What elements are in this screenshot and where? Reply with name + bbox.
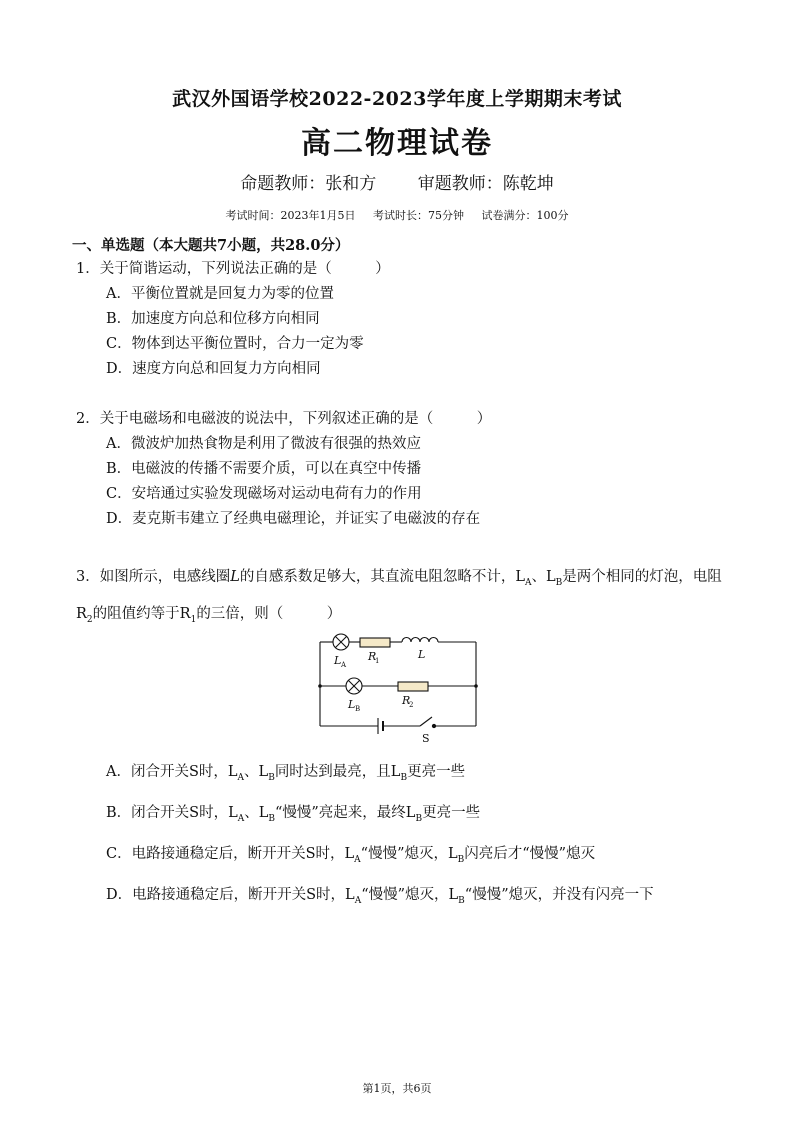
r1-subscript: 1 [375,657,380,665]
stem-text: 的自感系数足够大，其直流电阻忽略不计， [239,569,516,585]
subscript: B [458,895,465,906]
option-text: 、L [244,764,269,780]
exam-date: 考试时间：2023年1月5日 [225,209,356,222]
stem-text: 的三倍，则（ ） [196,605,342,622]
option-a: A．平衡位置就是回复力为零的位置 [106,286,334,302]
option-text: “慢慢”熄灭，L [361,887,459,903]
option-text: C．电路接通稳定后，断开开关S时，L [106,846,355,862]
question-stem [76,562,722,636]
exam-duration: 考试时长：75分钟 [373,209,464,222]
option-text: 更亮一些 [407,764,466,780]
subscript: A [237,772,245,783]
stem-text: 、 [531,569,547,585]
subscript: A [354,895,362,906]
page-number: 第1页，共6页 [362,1082,432,1095]
subscript: B [457,854,465,865]
stem-text: 3．如图所示，电感线圈 [76,569,231,585]
option-c [106,842,595,865]
exam-info-line [0,207,794,223]
subscript: B [400,772,408,783]
subscript: B [268,772,275,783]
question-3 [76,562,722,636]
option-b: B．加速度方向总和位移方向相同 [106,311,320,327]
resistor-symbol: R [179,605,191,622]
question-2 [76,407,491,532]
option-c: C．物体到达平衡位置时，合力一定为零 [106,336,364,352]
school-title: 武汉外国语学校2022-2023学年度上学期期末考试 [172,88,622,110]
question-stem: 2．关于电磁场和电磁波的说法中，下列叙述正确的是（ ） [76,411,492,427]
switch-label: S [422,732,430,744]
lamp-a-subscript: A [341,661,347,669]
option-text: “慢慢”熄灭，L [360,846,458,862]
option-b [106,801,480,824]
option-text: A．闭合开关S时，L [106,764,238,780]
option-a: A．微波炉加热食物是利用了微波有很强的热效应 [106,436,421,452]
setter-teacher: 命题教师：张和方 [240,174,377,194]
lamp-symbol: L [546,569,556,585]
subscript: A [354,854,361,865]
option-d: D．麦克斯韦建立了经典电磁理论，并证实了电磁波的存在 [106,511,481,527]
option-text: “慢慢”亮起来，最终L [274,805,416,821]
lamp-a-label: L [334,654,342,667]
option-c: C．安培通过实验发现磁场对运动电荷有力的作用 [106,486,422,502]
option-b: B．电磁波的传播不需要介质，可以在真空中传播 [106,461,422,477]
circuit-diagram [310,626,486,744]
option-a [106,760,465,783]
subscript: B [555,577,563,588]
question-stem: 1．关于简谐运动，下列说法正确的是（ ） [76,261,390,277]
option-text: “慢慢”熄灭，并没有闪亮一下 [464,887,654,903]
lamp-b-subscript: B [355,705,361,713]
r1-label: R [368,650,377,663]
stem-text: 是两个相同的灯泡，电阻 [562,569,722,585]
subscript: B [268,813,275,824]
inductor-label: L [418,648,426,661]
stem-text: 的阻值约等于 [92,605,180,622]
option-text: 闪亮后才“慢慢”熄灭 [464,846,596,862]
option-d [106,883,654,906]
section-title: 一、单选题（本大题共7小题，共28.0分） [72,237,350,254]
subscript: 1 [190,614,197,625]
full-score: 试卷满分：100分 [481,209,569,222]
option-text: 更亮一些 [422,805,481,821]
teachers-line [0,169,794,194]
subscript: 2 [86,614,93,625]
option-d: D．速度方向总和回复力方向相同 [106,361,321,377]
lamp-b-label: L [348,698,356,711]
question-1 [76,257,390,382]
inductor-symbol: L [230,569,240,585]
option-text: 、L [244,805,269,821]
subscript: A [525,577,532,588]
reviewer-teacher: 审题教师：陈乾坤 [417,174,554,194]
subscript: B [415,813,423,824]
resistor-symbol: R [76,605,87,622]
lamp-symbol: L [515,569,526,585]
r2-subscript: 2 [409,701,414,709]
option-text: 同时达到最亮，且L [274,764,401,780]
paper-title: 高二物理试卷 [301,126,493,161]
r2-label: R [402,694,411,707]
option-text: B．闭合开关S时，L [106,805,238,821]
option-text: D．电路接通稳定后，断开开关S时，L [106,887,355,903]
subscript: A [237,813,245,824]
